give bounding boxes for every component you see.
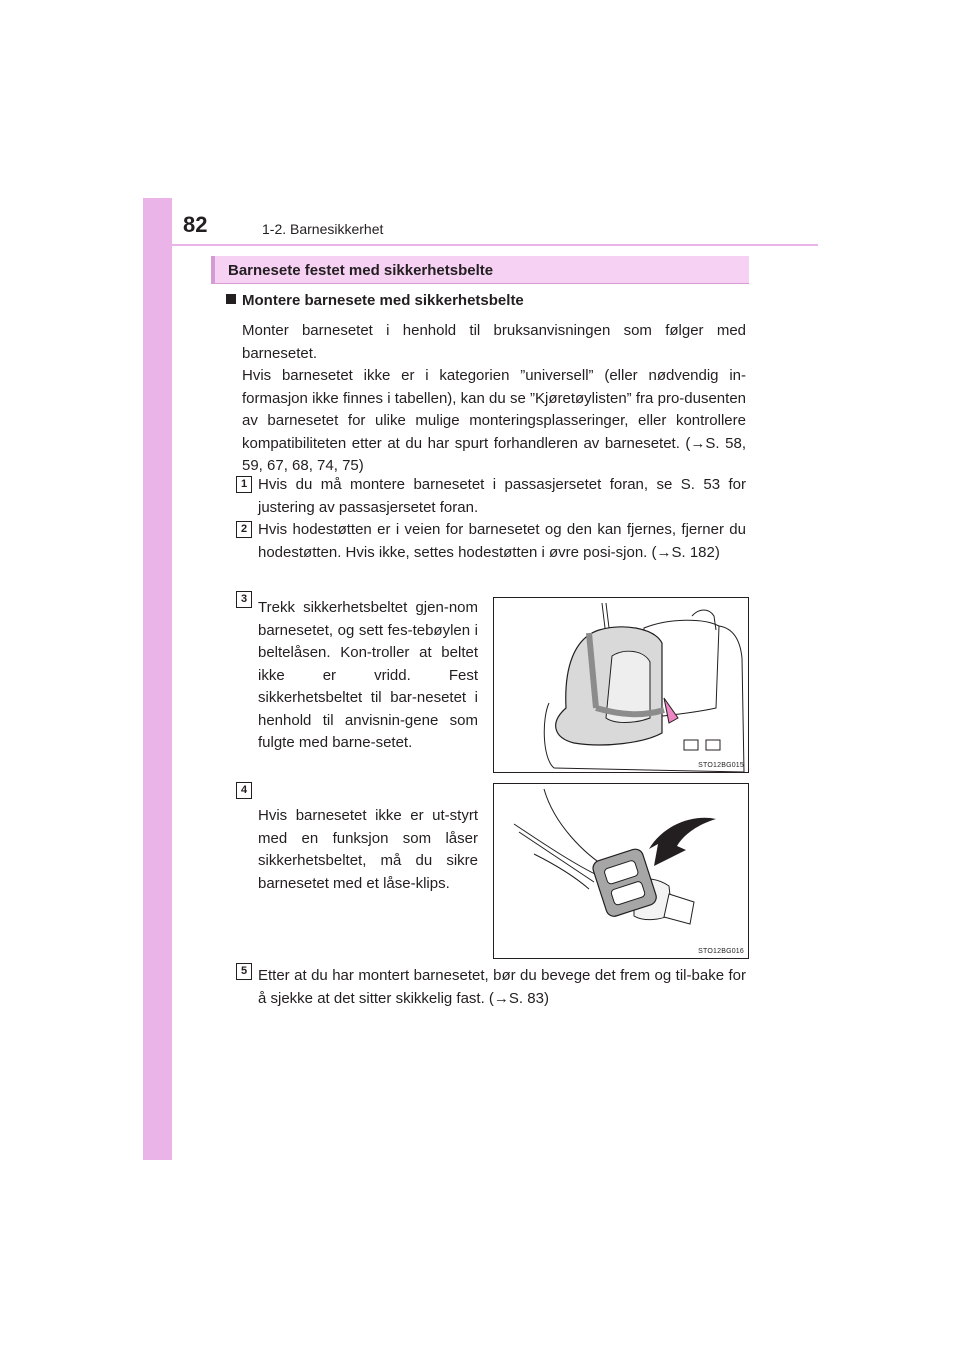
- section-heading: [211, 256, 749, 284]
- figure-code: STO12BG015: [698, 762, 744, 769]
- category-paragraph: Hvis barnesetet ikke er i kategorien ”universell” (eller nødvendig in-formasjon ikke finnes i tabellen), kan du se ”Kjøretøylisten” fra pro-dusenten av barnesetet for ulike mulige monteringsplasseringer, eller kontrollere kompatibiliteten etter at du har spurt forhandleren av barnesetet. (→S. 58, 59, 67, 68, 74, 75): [242, 367, 746, 474]
- intro-paragraph: Monter barnesetet i henhold til bruksanvisningen som følger med barnesetet.: [242, 322, 746, 362]
- step-number-2: 2: [236, 521, 252, 538]
- running-header: 1-2. Barnesikkerhet: [262, 221, 384, 237]
- step-text-4: Hvis barnesetet ikke er ut-styrt med en funksjon som låser sikkerhetsbeltet, må du sikre barnesetet med et låse-klips.: [258, 807, 478, 892]
- locking-clip-illustration: [494, 784, 748, 958]
- figure-locking-clip: [493, 783, 749, 959]
- step-number-1: 1: [236, 476, 252, 493]
- section-heading-text: Barnesete festet med sikkerhetsbelte: [228, 262, 494, 279]
- header-rule: [143, 244, 818, 246]
- step-number-5: 5: [236, 963, 252, 980]
- step-number-3: 3: [236, 591, 252, 608]
- child-seat-illustration: [494, 598, 748, 772]
- square-bullet-icon: [226, 294, 236, 304]
- figure-code: STO12BG016: [698, 948, 744, 955]
- step-text-5: Etter at du har montert barnesetet, bør du bevege det frem og til-bake for å sjekke at det sitter skikkelig fast. (→S. 83): [258, 967, 746, 1007]
- sub-heading: [226, 292, 524, 309]
- step-number-4: 4: [236, 782, 252, 799]
- page-number: 82: [183, 212, 208, 237]
- step-text-2: Hvis hodestøtten er i veien for barnesetet og den kan fjernes, fjerner du hodestøtten. Hvis ikke, settes hodestøtten i øvre posi-sjon. (→S. 182): [258, 521, 746, 561]
- step-text-1: Hvis du må montere barnesetet i passasjersetet foran, se S. 53 for justering av passasjersetet foran.: [258, 476, 746, 516]
- figure-child-seat-belt-routing: [493, 597, 749, 773]
- step-text-3: Trekk sikkerhetsbeltet gjen-nom barnesetet, og sett fes-tebøylen i beltelåsen. Kon-troller at beltet ikke er vridd. Fest sikkerhetsbeltet til bar-nesetet i henhold til anvisnin-gene som fulgte med barne-setet.: [258, 599, 478, 751]
- sub-heading-text: Montere barnesete med sikkerhetsbelte: [242, 292, 524, 309]
- chapter-sidebar-tab: [143, 198, 172, 1160]
